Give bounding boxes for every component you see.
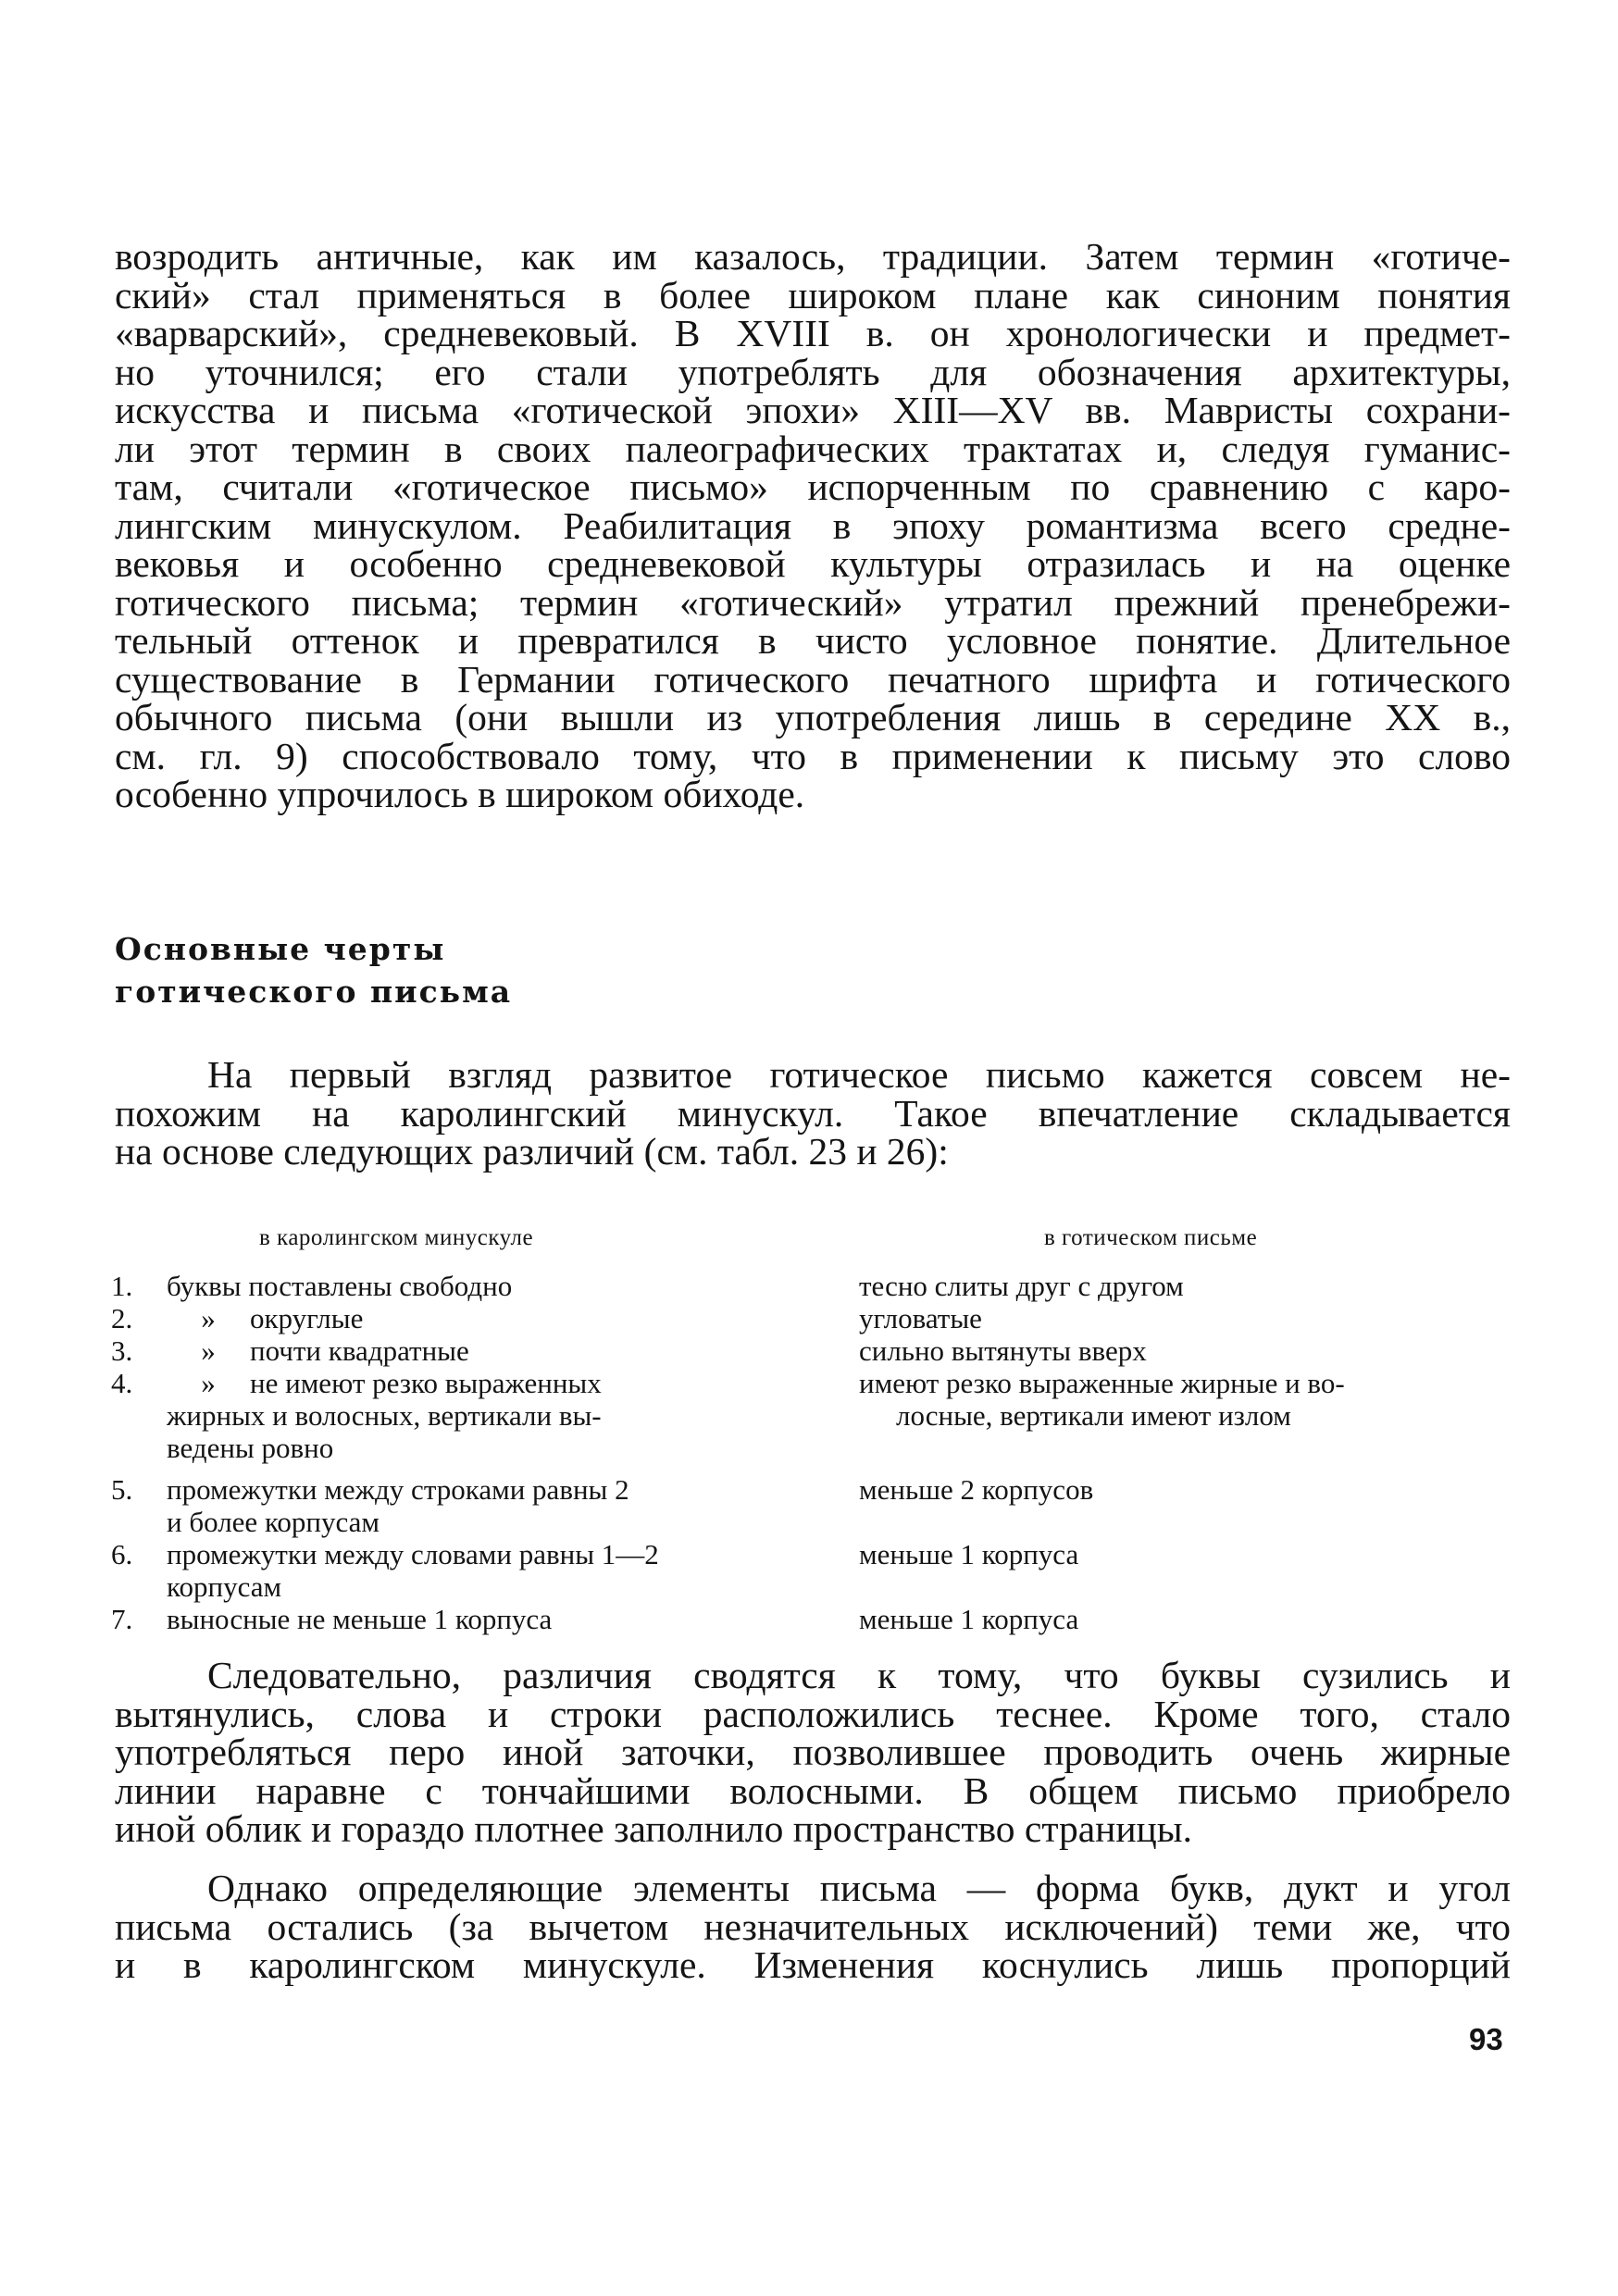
text-line: ли этот термин в своих палеографических трактатах и, следуя гуманис- — [115, 427, 1511, 470]
text-line: вытянулись, слова и строки расположились теснее. Кроме того, стало — [115, 1692, 1511, 1735]
table-cell-carolingian — [111, 1302, 778, 1334]
text-line: и в каролингском минускуле. Изменения коснулись лишь пропорций — [115, 1943, 1511, 1986]
text-line: лингским минускулом. Реабилитация в эпоху романтизма всего средне- — [115, 503, 1511, 547]
cell-text: лосные, вертикали имеют излом — [896, 1399, 1291, 1432]
heading-line: готического письма — [115, 974, 513, 1010]
text-line: на основе следующих различий (см. табл. 23 и 26): — [115, 1130, 949, 1173]
row-number: 3. — [111, 1334, 133, 1367]
ditto-mark: » — [201, 1334, 216, 1367]
text-line: «варварский», средневековый. В XVIII в. он хронологически и предмет- — [115, 312, 1511, 354]
paragraph-elements — [115, 1869, 1511, 1985]
text-line: иной облик и гораздо плотнее заполнило пространство страницы. — [115, 1807, 1193, 1850]
table-cell-gothic — [859, 1538, 1525, 1570]
table-cell-gothic — [859, 1603, 1525, 1635]
table-header-carolingian: в каролингском минускуле — [259, 1225, 534, 1250]
text-line: см. гл. 9) способствовало тому, что в применении к письму это слово — [115, 734, 1511, 777]
cell-text: меньше 1 корпуса — [859, 1538, 1079, 1570]
table-cell-gothic — [859, 1270, 1525, 1302]
cell-text: сильно вытянуты вверх — [859, 1334, 1147, 1367]
text-line: но уточнился; его стали употреблять для обозначения архитектуры, — [115, 350, 1511, 393]
table-cell-carolingian — [111, 1334, 778, 1367]
row-number: 2. — [111, 1302, 133, 1334]
text-line: письма остались (за вычетом незначительных исключений) теми же, что — [115, 1905, 1511, 1948]
table-row — [111, 1367, 1518, 1473]
text-line: похожим на каролингский минускул. Такое впечатление складывается — [115, 1091, 1511, 1135]
text-line: На первый взгляд развитое готическое письмо кажется совсем не- — [207, 1053, 1511, 1096]
table-cell-carolingian — [111, 1473, 778, 1538]
paragraph-intro — [115, 235, 1511, 815]
text-line: ский» стал применяться в более широком плане как синоним понятия — [115, 273, 1511, 316]
cell-text: промежутки между словами равны 1—2 — [167, 1538, 659, 1570]
cell-text: ведены ровно — [167, 1432, 334, 1464]
row-number: 4. — [111, 1367, 133, 1399]
table-cell-carolingian — [111, 1270, 778, 1302]
cell-text: тесно слиты друг с другом — [859, 1270, 1184, 1302]
cell-text: угловатые — [859, 1302, 982, 1334]
table-header-gothic: в готическом письме — [1044, 1225, 1258, 1250]
table-row — [111, 1473, 1518, 1538]
cell-text: жирных и волосных, вертикали вы- — [167, 1399, 602, 1432]
text-line: особенно упрочилось в широком обиходе. — [115, 773, 805, 815]
cell-text: меньше 2 корпусов — [859, 1473, 1094, 1506]
cell-text: почти квадратные — [250, 1334, 469, 1367]
text-line: возродить античные, как им казалось, традиции. Затем термин «готиче- — [115, 235, 1511, 278]
cell-text: выносные не меньше 1 корпуса — [167, 1603, 553, 1635]
text-line: существование в Германии готического печатного шрифта и готического — [115, 657, 1511, 701]
paragraph-comparison-intro — [115, 1053, 1511, 1173]
row-number: 5. — [111, 1473, 133, 1506]
text-line: тельный оттенок и превратился в чисто условное понятие. Длительное — [115, 619, 1511, 662]
table-cell-gothic — [859, 1367, 1525, 1432]
table-row — [111, 1538, 1518, 1603]
cell-text: промежутки между строками равны 2 — [167, 1473, 629, 1506]
table-row — [111, 1603, 1518, 1635]
table-cell-carolingian — [111, 1367, 778, 1464]
cell-text: меньше 1 корпуса — [859, 1603, 1079, 1635]
ditto-mark: » — [201, 1302, 216, 1334]
row-number: 7. — [111, 1603, 133, 1635]
table-row — [111, 1270, 1518, 1302]
ditto-mark: » — [201, 1367, 216, 1399]
text-line: Следовательно, различия сводятся к тому, что буквы сузились и — [207, 1654, 1511, 1696]
table-row — [111, 1334, 1518, 1367]
table-row — [111, 1302, 1518, 1334]
table-cell-carolingian — [111, 1538, 778, 1603]
text-line: обычного письма (они вышли из употребления лишь в середине XX в., — [115, 696, 1511, 738]
cell-text: не имеют резко выраженных — [250, 1367, 602, 1399]
cell-text: имеют резко выраженные жирные и во- — [859, 1367, 1345, 1399]
text-line: линии наравне с тончайшими волосными. В общем письмо приобрело — [115, 1769, 1511, 1812]
comparison-table — [111, 1270, 1518, 1635]
heading-line: Основные черты — [115, 931, 446, 967]
text-line: употребляться перо иной заточки, позволившее проводить очень жирные — [115, 1731, 1511, 1773]
table-cell-gothic — [859, 1473, 1525, 1506]
row-number: 6. — [111, 1538, 133, 1570]
text-line: Однако определяющие элементы письма — форма букв, дукт и угол — [207, 1867, 1511, 1909]
text-line: вековья и особенно средневековой культуры отразилась и на оценке — [115, 542, 1511, 585]
section-heading — [115, 928, 763, 1013]
row-number: 1. — [111, 1270, 133, 1302]
table-cell-gothic — [859, 1302, 1525, 1334]
table-cell-gothic — [859, 1334, 1525, 1367]
text-line: искусства и письма «готической эпохи» XIII—XV вв. Мавристы сохрани- — [115, 389, 1511, 431]
cell-text: и более корпусам — [167, 1506, 380, 1538]
cell-text: округлые — [250, 1302, 364, 1334]
table-cell-carolingian — [111, 1603, 778, 1635]
cell-text: корпусам — [167, 1570, 282, 1603]
paragraph-conclusion — [115, 1654, 1511, 1850]
text-line: готического письма; термин «готический» утратил прежний пренебрежи- — [115, 580, 1511, 624]
cell-text: буквы поставлены свободно — [167, 1270, 513, 1302]
page-number: 93 — [1469, 2022, 1503, 2056]
text-line: там, считали «готическое письмо» испорченным по сравнению с каро- — [115, 465, 1511, 508]
